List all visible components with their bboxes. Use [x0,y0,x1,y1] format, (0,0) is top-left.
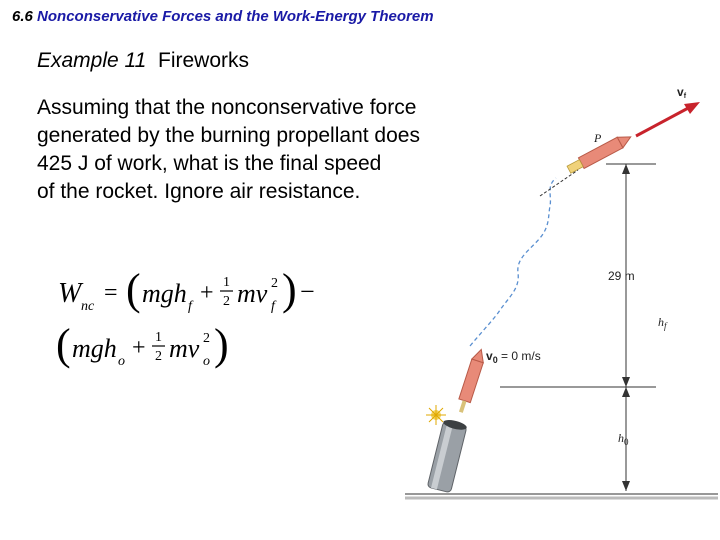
eq-w-sub: nc [81,299,95,314]
slide-header [12,8,434,25]
question-line: 425 J of work, what is the final speed [37,152,382,175]
eq-mv-o: mv [169,334,200,363]
eq-frac-den: 2 [223,294,230,309]
equation-graphic [56,258,346,378]
trajectory-guide [540,170,578,196]
section-title: Nonconservative Forces and the Work-Energy Theorem [37,8,434,25]
eq-sub-o2: o [203,354,210,369]
eq-frac-num: 1 [223,275,230,290]
eq-mgh: mgh [142,279,187,308]
question-line: of the rocket. Ignore air resistance. [37,180,361,203]
vf-label: vf [677,85,687,100]
arrowhead-mid-up [622,377,630,387]
rocket-start [455,348,487,414]
rocket-start-body [459,359,483,403]
eq-paren-open-2: ( [56,320,71,369]
eq-plus-2: + [132,335,146,361]
h0-label: $h_0$ [618,431,629,447]
eq-minus: − [300,277,315,306]
rocket-start-stick [459,400,467,413]
eq-sub-f: f [188,299,192,314]
eq-plus: + [200,280,214,306]
eq-frac-den-2: 2 [155,349,162,364]
eq-sup-2: 2 [271,276,278,291]
eq-sub-o: o [118,354,125,369]
example-heading [37,49,249,73]
velocity-arrow-head [684,102,700,114]
eq-paren-open-1: ( [126,265,141,314]
section-number: 6.6 [12,8,33,25]
rocket-diagram [400,78,720,508]
question-line: Assuming that the nonconservative force [37,96,417,119]
eq-paren-close-1: ) [282,265,297,314]
spark-icon [426,405,446,425]
work-energy-equation [56,258,346,378]
example-title: Fireworks [158,49,250,72]
height-diff-label: 29 m [608,269,635,283]
rocket-figure [400,78,720,508]
hf-label: $h_f$ [658,315,667,331]
eq-frac-num-2: 1 [155,330,162,345]
launch-tube [427,418,467,493]
example-label: Example 11 [37,49,147,72]
eq-mgh-o: mgh [72,334,117,363]
eq-w: W [58,278,82,309]
eq-paren-close-2: ) [214,320,229,369]
eq-sub-f2: f [271,299,275,314]
rocket-top-flame [567,160,583,174]
exhaust-trail [470,178,556,346]
question-line: generated by the burning propellant does [37,124,420,147]
arrowhead-mid-down [622,387,630,397]
arrowhead-top [622,164,630,174]
point-p-label: P [594,131,602,145]
eq-equals: = [104,280,118,306]
v0-label: $v_0 = 0$ m/s [486,349,541,365]
velocity-arrow-shaft [636,106,692,136]
eq-mv: mv [237,279,268,308]
arrowhead-bottom [622,481,630,491]
eq-sup-2b: 2 [203,331,210,346]
